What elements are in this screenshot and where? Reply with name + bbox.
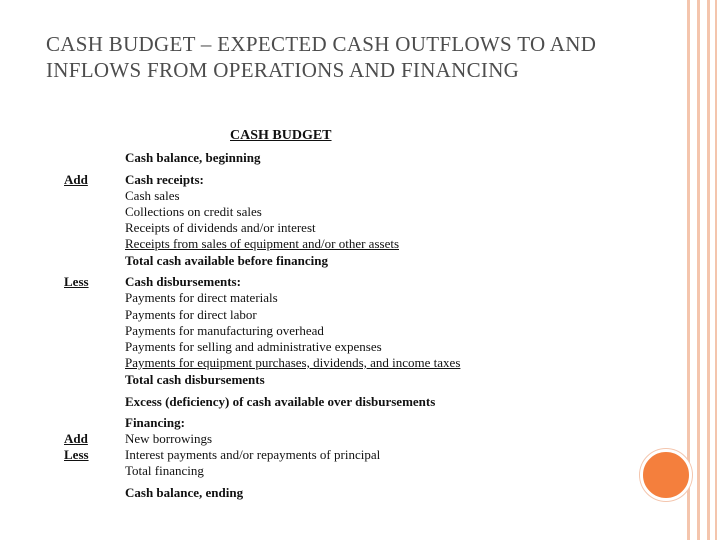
side-label-less-financing: Less <box>64 447 89 462</box>
row-receipts-sales-equipment: Receipts from sales of equipment and/or other assets <box>125 236 400 251</box>
row-interest-repayments: Interest payments and/or repayments of principal <box>125 447 381 462</box>
decorative-rail <box>697 0 700 540</box>
side-label-add-financing: Add <box>64 431 88 446</box>
row-payments-manufacturing-overhead: Payments for manufacturing overhead <box>125 323 324 338</box>
row-cash-balance-beginning: Cash balance, beginning <box>125 150 261 165</box>
cash-budget-title: CASH BUDGET <box>230 128 332 143</box>
row-new-borrowings: New borrowings <box>125 431 213 446</box>
row-cash-receipts-header: Cash receipts: <box>125 172 204 187</box>
slide-title: CASH BUDGET – EXPECTED CASH OUTFLOWS TO AND INFLOWS FROM OPERATIONS AND FINANCING <box>46 32 597 82</box>
decorative-circle <box>640 449 692 501</box>
row-cash-sales: Cash sales <box>125 188 180 203</box>
row-payments-direct-labor: Payments for direct labor <box>125 307 257 322</box>
decorative-rail <box>715 0 717 540</box>
row-receipts-dividends-interest: Receipts of dividends and/or interest <box>125 220 316 235</box>
row-payments-selling-admin: Payments for selling and administrative expenses <box>125 339 382 354</box>
row-collections-credit-sales: Collections on credit sales <box>125 204 262 219</box>
side-label-less-disbursements: Less <box>64 274 89 289</box>
row-total-cash-disbursements: Total cash disbursements <box>125 372 265 387</box>
decorative-rail <box>687 0 690 540</box>
row-payments-equipment-dividends-taxes: Payments for equipment purchases, dividends, and income taxes <box>125 355 461 370</box>
row-cash-balance-ending: Cash balance, ending <box>125 485 244 500</box>
row-payments-direct-materials: Payments for direct materials <box>125 290 278 305</box>
row-cash-disbursements-header: Cash disbursements: <box>125 274 241 289</box>
decorative-rail <box>707 0 710 540</box>
side-label-add-receipts: Add <box>64 172 88 187</box>
row-total-financing: Total financing <box>125 463 204 478</box>
row-excess-deficiency: Excess (deficiency) of cash available over disbursements <box>125 394 436 409</box>
row-financing-header: Financing: <box>125 415 185 430</box>
row-total-cash-available: Total cash available before financing <box>125 253 328 268</box>
